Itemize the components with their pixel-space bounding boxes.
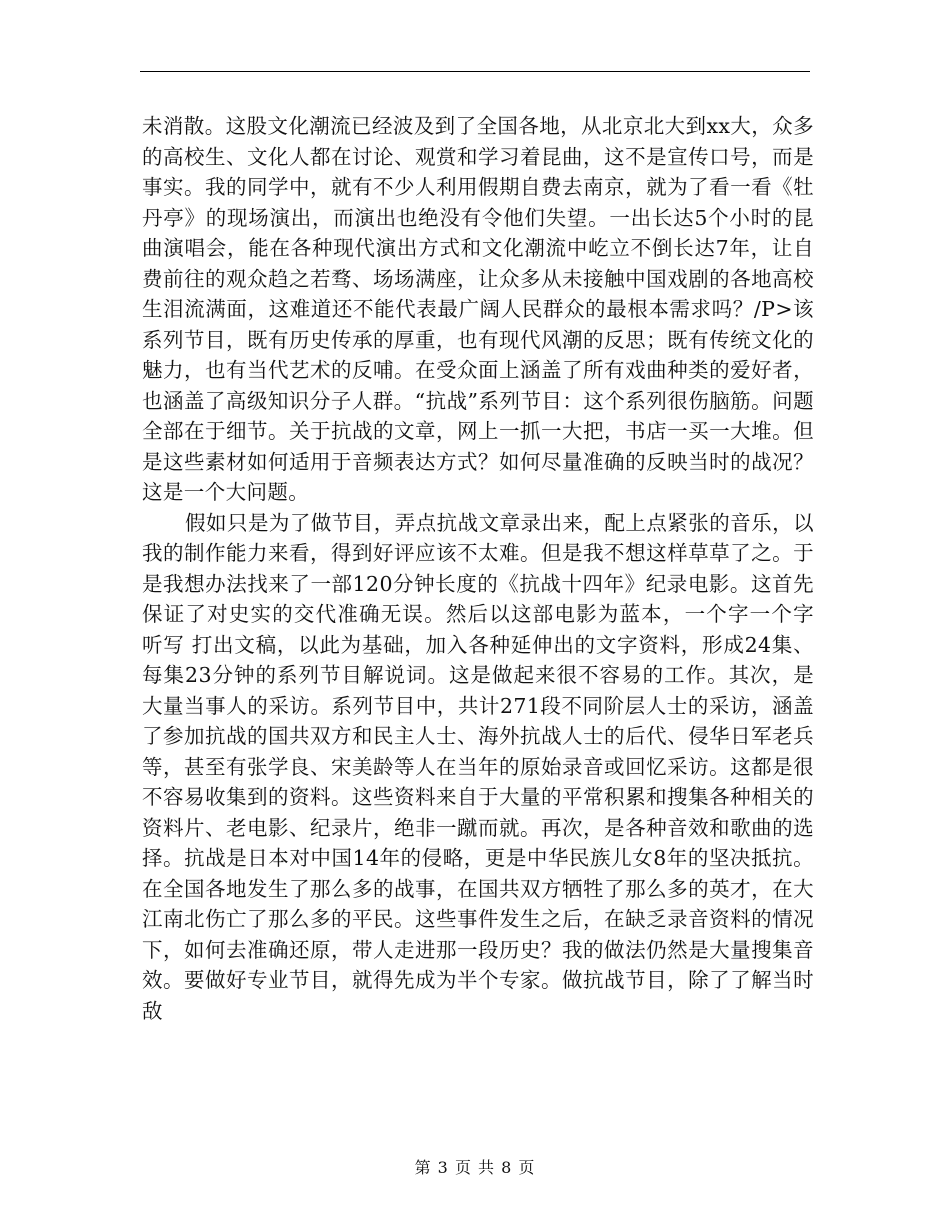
paragraph-indented: 假如只是为了做节目，弄点抗战文章录出来，配上点紧张的音乐，以我的制作能力来看，得到好评应该不太难。但是我不想这样草草了之。于是我想办法找来了一部120分钟长度的《抗战十四年》纪录电影。这首先保证了对史实的交代准确无误。然后以这部电影为蓝本，一个字一个字 听写 打出文稿，以此为基础，加入各种延伸出的文字资料，形成24集、每集23分钟的系列节目解说词。这是做起来很不容易的工作。其次，是大量当事人的采访。系列节目中，共计271段不同阶层人士的采访，涵盖了参加抗战的国共双方和民主人士、海外抗战人士的后代、侵华日军老兵等，甚至有张学良、宋美龄等人在当年的原始录音或回忆采访。这都是很不容易收集到的资料。这些资料来自于大量的平常积累和搜集各种相关的资料片、老电影、纪录片，绝非一蹴而就。再次，是各种音效和歌曲的选择。抗战是日本对中国14年的侵略，更是中华民族儿女8年的坚决抵抗。在全国各地发生了那么多的战事，在国共双方牺牲了那么多的英才，在大江南北伤亡了那么多的平民。这些事件发生之后，在缺乏录音资料的情况下，如何去准确还原，带人走进那一段历史？我的做法仍然是大量搜集音效。要做好专业节目，就得先成为半个专家。做抗战节目，除了了解当时敌 <box>142 510 814 1023</box>
body-text <box>142 111 814 1026</box>
header-rule <box>140 71 810 72</box>
paragraph-continued: 未消散。这股文化潮流已经波及到了全国各地，从北京北大到xx大，众多的高校生、文化人都在讨论、观赏和学习着昆曲，这不是宣传口号，而是事实。我的同学中，就有不少人利用假期自费去南京，就为了看一看《牡丹亭》的现场演出，而演出也绝没有令他们失望。一出长达5个小时的昆曲演唱会，能在各种现代演出方式和文化潮流中屹立不倒长达7年，让自费前往的观众趋之若骛、场场满座，让众多从未接触中国戏剧的各地高校生泪流满面，这难道还不能代表最广阔人民群众的最根本需求吗？/P>该系列节目，既有历史传承的厚重，也有现代风潮的反思；既有传统文化的魅力，也有当代艺术的反哺。在受众面上涵盖了所有戏曲种类的爱好者，也涵盖了高级知识分子人群。“抗战”系列节目：这个系列很伤脑筋。问题全部在于细节。关于抗战的文章，网上一抓一大把，书店一买一大堆。但是这些素材如何适用于音频表达方式？如何尽量准确的反映当时的战况？这是一个大问题。 <box>142 114 814 504</box>
page-number: 第 3 页 共 8 页 <box>414 1158 536 1177</box>
